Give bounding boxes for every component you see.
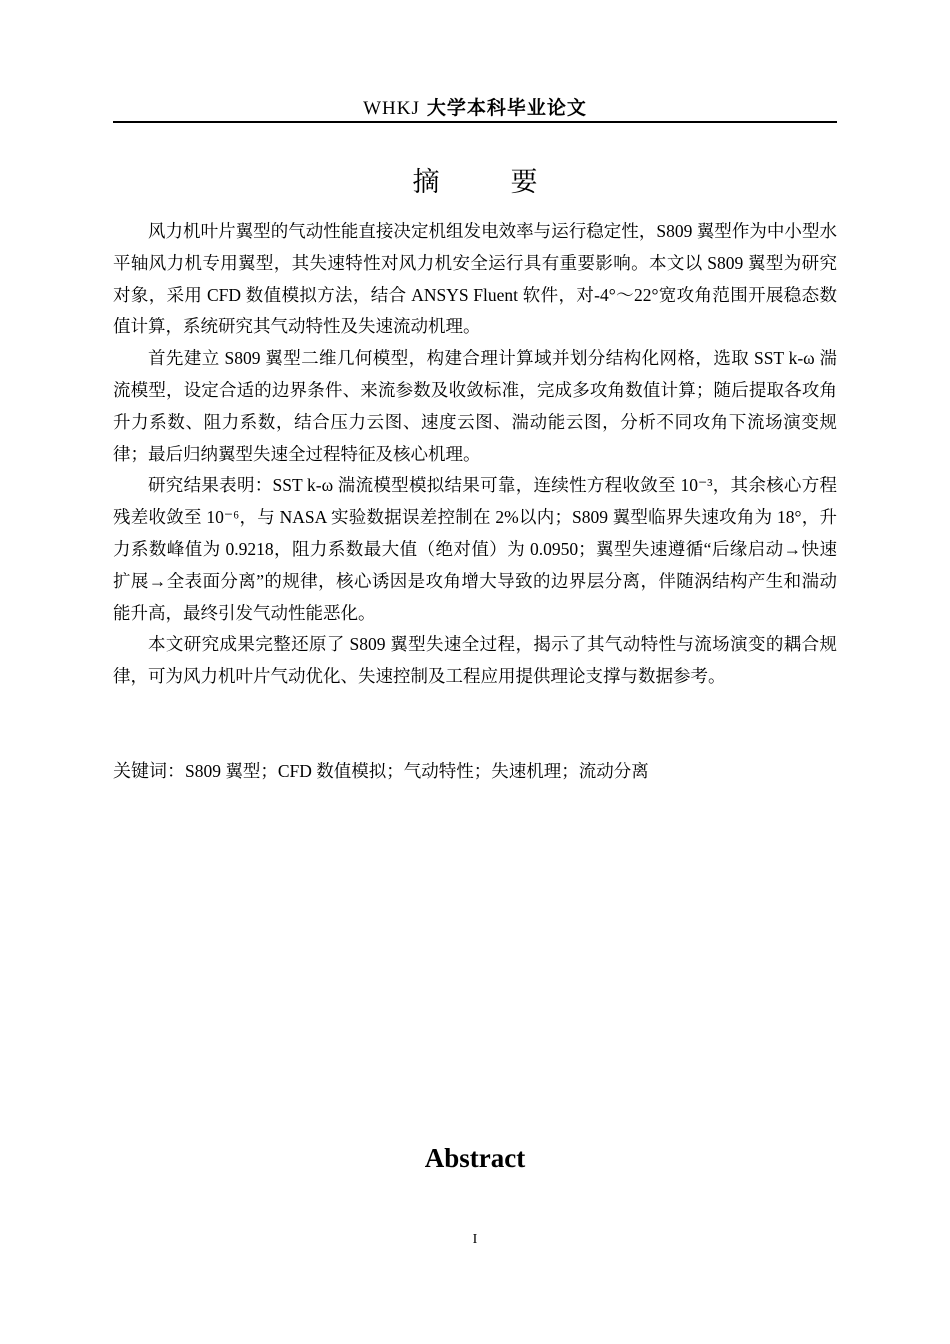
- page-number: I: [472, 1232, 478, 1247]
- section-title: 摘 要: [412, 167, 560, 198]
- abstract-paragraph-1: 风力机叶片翼型的气动性能直接决定机组发电效率与运行稳定性，S809 翼型作为中小型水平轴风力机专用翼型，其失速特性对风力机安全运行具有重要影响。本文以 S809 翼型为研究对象，采用 CFD 数值模拟方法，结合 ANSYS Fluent 软件，对-4°～22°宽攻角范围开展稳态数值计算，系统研究其气动特性及失速流动机理。: [113, 221, 837, 337]
- header-rule: [113, 121, 837, 123]
- abstract-paragraph-4: 本文研究成果完整还原了 S809 翼型失速全过程，揭示了其气动特性与流场演变的耦合规律，可为风力机叶片气动优化、失速控制及工程应用提供理论支撑与数据参考。: [113, 634, 837, 687]
- keywords-text: S809 翼型；CFD 数值模拟；气动特性；失速机理；流动分离: [185, 761, 649, 781]
- abstract-paragraph-2: 首先建立 S809 翼型二维几何模型，构建合理计算域并划分结构化网格，选取 SST k-ω 湍流模型，设定合适的边界条件、来流参数及收敛标准，完成多攻角数值计算；随后提取各攻角升力系数、阻力系数，结合压力云图、速度云图、湍动能云图，分析不同攻角下流场演变规律；最后归纳翼型失速全过程特征及核心机理。: [113, 348, 837, 464]
- running-header: [113, 96, 837, 122]
- header-prefix: WHKJ: [363, 98, 420, 119]
- header-title: 大学本科毕业论文: [426, 97, 587, 119]
- keywords-label: 关键词：: [113, 761, 185, 782]
- abstract-body: [113, 216, 837, 693]
- keywords: [113, 756, 837, 787]
- english-abstract-title: Abstract: [424, 1143, 526, 1173]
- abstract-paragraph-3: 研究结果表明：SST k-ω 湍流模型模拟结果可靠，连续性方程收敛至 10⁻³，其余核心方程残差收敛至 10⁻⁶，与 NASA 实验数据误差控制在 2%以内；S809 翼型临界失速攻角为 18°，升力系数峰值为 0.9218，阻力系数最大值（绝对值）为 0.0950；翼型失速遵循“后缘启动→快速扩展→全表面分离”的规律，核心诱因是攻角增大导致的边界层分离，伴随涡结构产生和湍动能升高，最终引发气动性能恶化。: [113, 475, 837, 623]
